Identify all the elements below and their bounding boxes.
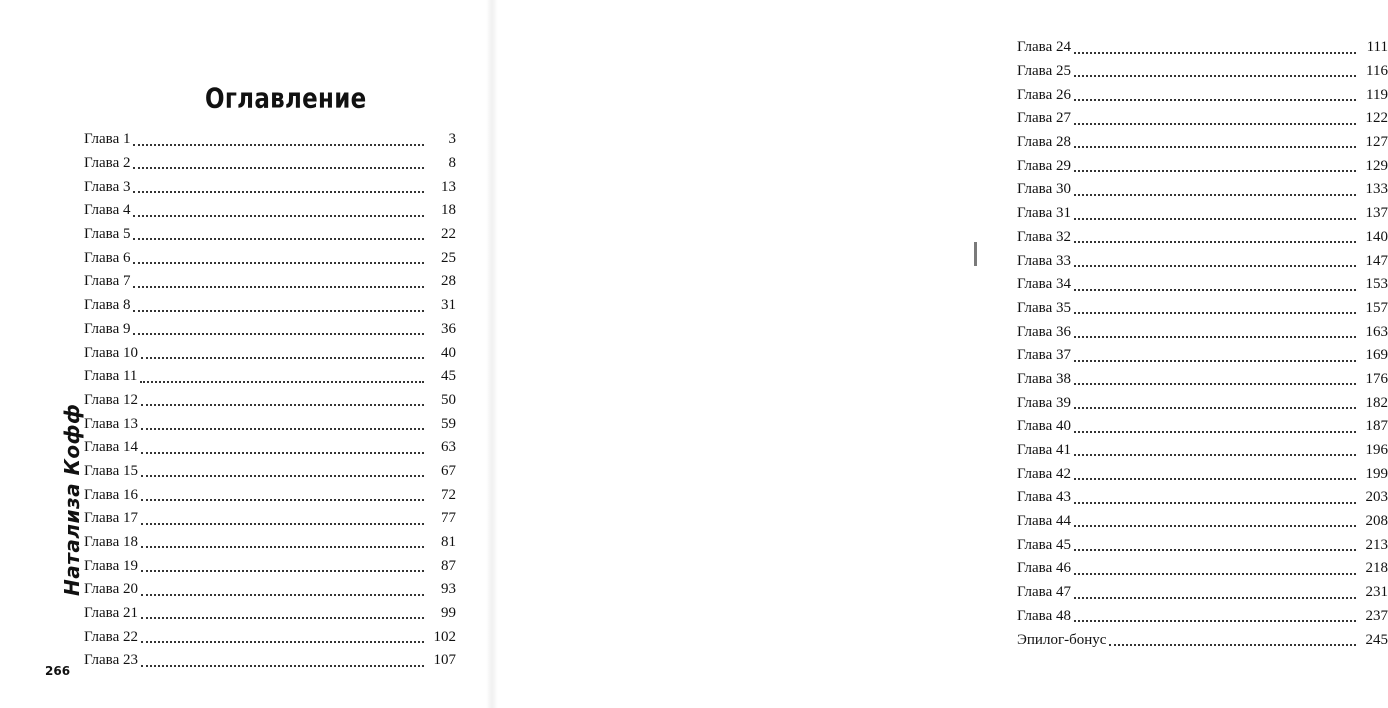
toc-entry-label: Глава 4 [84,202,131,219]
toc-entry [84,152,456,176]
dot-leader [1074,122,1356,125]
dot-leader [141,451,424,454]
toc-entry-page: 72 [441,486,456,503]
toc-entry [1017,273,1388,297]
toc-entry [84,294,456,318]
toc-entry-label: Глава 40 [1017,418,1071,435]
toc-entry [1017,344,1388,368]
toc-entry [1017,486,1388,510]
dot-leader [1074,288,1356,291]
dot-leader [133,309,424,312]
toc-entry-page: 93 [441,581,456,598]
dot-leader [1074,406,1356,409]
toc-entry-label: Глава 46 [1017,560,1071,577]
dot-leader [133,190,424,193]
page-number: 266 [45,664,71,678]
toc-list-right [1017,36,1388,652]
toc-entry-page: 67 [441,462,456,479]
toc-entry [1017,131,1388,155]
toc-entry [84,199,456,223]
dot-leader [1074,453,1356,456]
dot-leader [1074,335,1356,338]
toc-entry-page: 59 [441,415,456,432]
dot-leader [1074,240,1356,243]
toc-entry [84,223,456,247]
toc-entry [1017,462,1388,486]
toc-entry-label: Глава 35 [1017,299,1071,316]
dot-leader [1074,145,1356,148]
toc-entry-page: 182 [1365,394,1388,411]
toc-entry-page: 203 [1365,489,1388,506]
dot-leader [141,498,424,501]
toc-entry [1017,439,1388,463]
dot-leader [1074,596,1356,599]
toc-entry-label: Глава 34 [1017,276,1071,293]
toc-entry-page: 237 [1365,607,1388,624]
dot-leader [1074,572,1356,575]
toc-entry [1017,202,1388,226]
toc-list-left [84,128,456,673]
toc-entry [1017,36,1388,60]
toc-entry-page: 3 [448,131,456,148]
dot-leader [1074,359,1356,362]
toc-entry-label: Глава 38 [1017,370,1071,387]
dot-leader [141,664,424,667]
toc-entry-label: Глава 32 [1017,228,1071,245]
toc-entry-page: 208 [1365,513,1388,530]
dot-leader [1074,311,1356,314]
toc-entry [1017,510,1388,534]
dot-leader [1109,643,1356,646]
toc-entry-label: Глава 10 [84,344,138,361]
toc-entry-label: Глава 45 [1017,536,1071,553]
toc-entry [84,128,456,152]
toc-entry-label: Глава 18 [84,534,138,551]
toc-entry-page: 111 [1366,39,1388,56]
toc-entry [1017,368,1388,392]
toc-entry-label: Эпилог-бонус [1017,631,1107,648]
toc-entry-page: 107 [433,652,456,669]
toc-entry-page: 40 [441,344,456,361]
toc-entry [84,625,456,649]
dot-leader [1074,524,1356,527]
toc-entry-label: Глава 36 [1017,323,1071,340]
toc-entry-page: 133 [1365,181,1388,198]
toc-entry-page: 245 [1365,631,1388,648]
dot-leader [1074,501,1356,504]
toc-entry [84,649,456,673]
toc-entry-label: Глава 47 [1017,584,1071,601]
right-page [494,0,1388,708]
toc-entry-page: 122 [1365,110,1388,127]
toc-entry-page: 137 [1365,205,1388,222]
toc-entry-label: Глава 7 [84,273,131,290]
toc-entry-label: Глава 8 [84,297,131,314]
toc-entry-page: 31 [441,297,456,314]
toc-entry-label: Глава 21 [84,605,138,622]
toc-entry [1017,320,1388,344]
dot-leader [1074,548,1356,551]
toc-entry-page: 36 [441,320,456,337]
dot-leader [1074,264,1356,267]
toc-entry-label: Глава 27 [1017,110,1071,127]
toc-entry-label: Глава 6 [84,249,131,266]
toc-entry [84,365,456,389]
toc-entry-page: 50 [441,391,456,408]
dot-leader [133,237,424,240]
dot-leader [133,285,424,288]
toc-entry-label: Глава 3 [84,178,131,195]
toc-entry-page: 231 [1365,584,1388,601]
toc-entry-label: Глава 48 [1017,607,1071,624]
toc-entry-page: 119 [1366,86,1388,103]
toc-entry-label: Глава 44 [1017,513,1071,530]
toc-entry-label: Глава 39 [1017,394,1071,411]
dot-leader [133,261,424,264]
dot-leader [1074,382,1356,385]
toc-entry-page: 116 [1366,63,1388,80]
toc-entry-label: Глава 9 [84,320,131,337]
toc-entry-page: 45 [441,368,456,385]
toc-entry-label: Глава 16 [84,486,138,503]
toc-entry-page: 187 [1365,418,1388,435]
dot-leader [141,522,424,525]
toc-entry-label: Глава 5 [84,226,131,243]
toc-entry-label: Глава 37 [1017,347,1071,364]
toc-entry-page: 140 [1365,228,1388,245]
toc-entry [84,270,456,294]
toc-entry-label: Глава 33 [1017,252,1071,269]
toc-entry [84,246,456,270]
dot-leader [1074,217,1356,220]
dot-leader [141,356,424,359]
toc-entry [1017,557,1388,581]
dot-leader [141,640,424,643]
toc-entry [1017,605,1388,629]
toc-entry-label: Глава 12 [84,391,138,408]
toc-entry-page: 81 [441,534,456,551]
toc-entry [84,602,456,626]
toc-entry [84,554,456,578]
dot-leader [1074,51,1356,54]
toc-entry-label: Глава 2 [84,155,131,172]
dot-leader [141,545,424,548]
toc-title: Оглавление [205,84,367,115]
toc-entry [1017,533,1388,557]
dot-leader [1074,169,1356,172]
toc-entry-label: Глава 42 [1017,465,1071,482]
toc-entry [1017,178,1388,202]
toc-entry [1017,297,1388,321]
toc-entry-label: Глава 30 [1017,181,1071,198]
toc-entry-page: 157 [1365,299,1388,316]
toc-entry-label: Глава 43 [1017,489,1071,506]
toc-entry [84,341,456,365]
toc-entry-label: Глава 23 [84,652,138,669]
toc-entry-label: Глава 41 [1017,442,1071,459]
dot-leader [1074,477,1356,480]
toc-entry [1017,107,1388,131]
toc-entry [1017,154,1388,178]
toc-entry-page: 127 [1365,134,1388,151]
toc-entry [84,175,456,199]
toc-entry-page: 13 [441,178,456,195]
toc-entry-page: 213 [1365,536,1388,553]
toc-entry-page: 153 [1365,276,1388,293]
toc-entry [1017,60,1388,84]
toc-entry [1017,415,1388,439]
toc-entry-label: Глава 31 [1017,205,1071,222]
dot-leader [141,593,424,596]
toc-entry [84,460,456,484]
toc-entry [1017,249,1388,273]
toc-entry-page: 169 [1365,347,1388,364]
toc-entry-page: 196 [1365,442,1388,459]
toc-entry-label: Глава 20 [84,581,138,598]
toc-entry-page: 28 [441,273,456,290]
toc-entry [84,578,456,602]
dot-leader [133,332,424,335]
toc-entry [1017,391,1388,415]
toc-entry [84,531,456,555]
page-edge-mark [974,242,977,266]
toc-entry [84,507,456,531]
dot-leader [140,380,424,383]
toc-entry-label: Глава 22 [84,628,138,645]
dot-leader [141,569,424,572]
toc-entry [1017,83,1388,107]
dot-leader [1074,619,1356,622]
toc-entry-label: Глава 26 [1017,86,1071,103]
dot-leader [1074,430,1356,433]
toc-entry-page: 218 [1365,560,1388,577]
dot-leader [141,427,424,430]
toc-entry-label: Глава 24 [1017,39,1071,56]
toc-entry-page: 199 [1365,465,1388,482]
toc-entry [84,318,456,342]
toc-entry-page: 22 [441,226,456,243]
toc-entry-page: 102 [433,628,456,645]
toc-entry-page: 8 [448,155,456,172]
toc-entry-page: 147 [1365,252,1388,269]
toc-entry-page: 129 [1365,157,1388,174]
toc-entry-page: 176 [1365,370,1388,387]
toc-entry-page: 87 [441,557,456,574]
toc-entry-page: 77 [441,510,456,527]
toc-entry-label: Глава 13 [84,415,138,432]
dot-leader [1074,98,1356,101]
toc-entry-label: Глава 11 [84,368,138,385]
toc-entry-label: Глава 19 [84,557,138,574]
toc-entry [1017,628,1388,652]
toc-entry-page: 18 [441,202,456,219]
author-running-head: Натализа Кофф [60,403,84,596]
toc-entry-label: Глава 14 [84,439,138,456]
toc-entry [84,483,456,507]
toc-entry [84,412,456,436]
dot-leader [141,403,424,406]
toc-entry [84,389,456,413]
toc-entry [1017,226,1388,250]
toc-entry-page: 163 [1365,323,1388,340]
toc-entry-page: 25 [441,249,456,266]
dot-leader [141,616,424,619]
toc-entry-page: 63 [441,439,456,456]
toc-entry-label: Глава 28 [1017,134,1071,151]
toc-entry-label: Глава 1 [84,131,131,148]
toc-entry [84,436,456,460]
toc-entry-label: Глава 15 [84,462,138,479]
toc-entry-label: Глава 25 [1017,63,1071,80]
left-page [0,0,494,708]
dot-leader [1074,193,1356,196]
toc-entry-label: Глава 17 [84,510,138,527]
toc-entry-label: Глава 29 [1017,157,1071,174]
dot-leader [141,474,424,477]
toc-entry-page: 99 [441,605,456,622]
dot-leader [133,166,424,169]
dot-leader [133,214,424,217]
toc-entry [1017,581,1388,605]
dot-leader [133,143,424,146]
dot-leader [1074,74,1356,77]
